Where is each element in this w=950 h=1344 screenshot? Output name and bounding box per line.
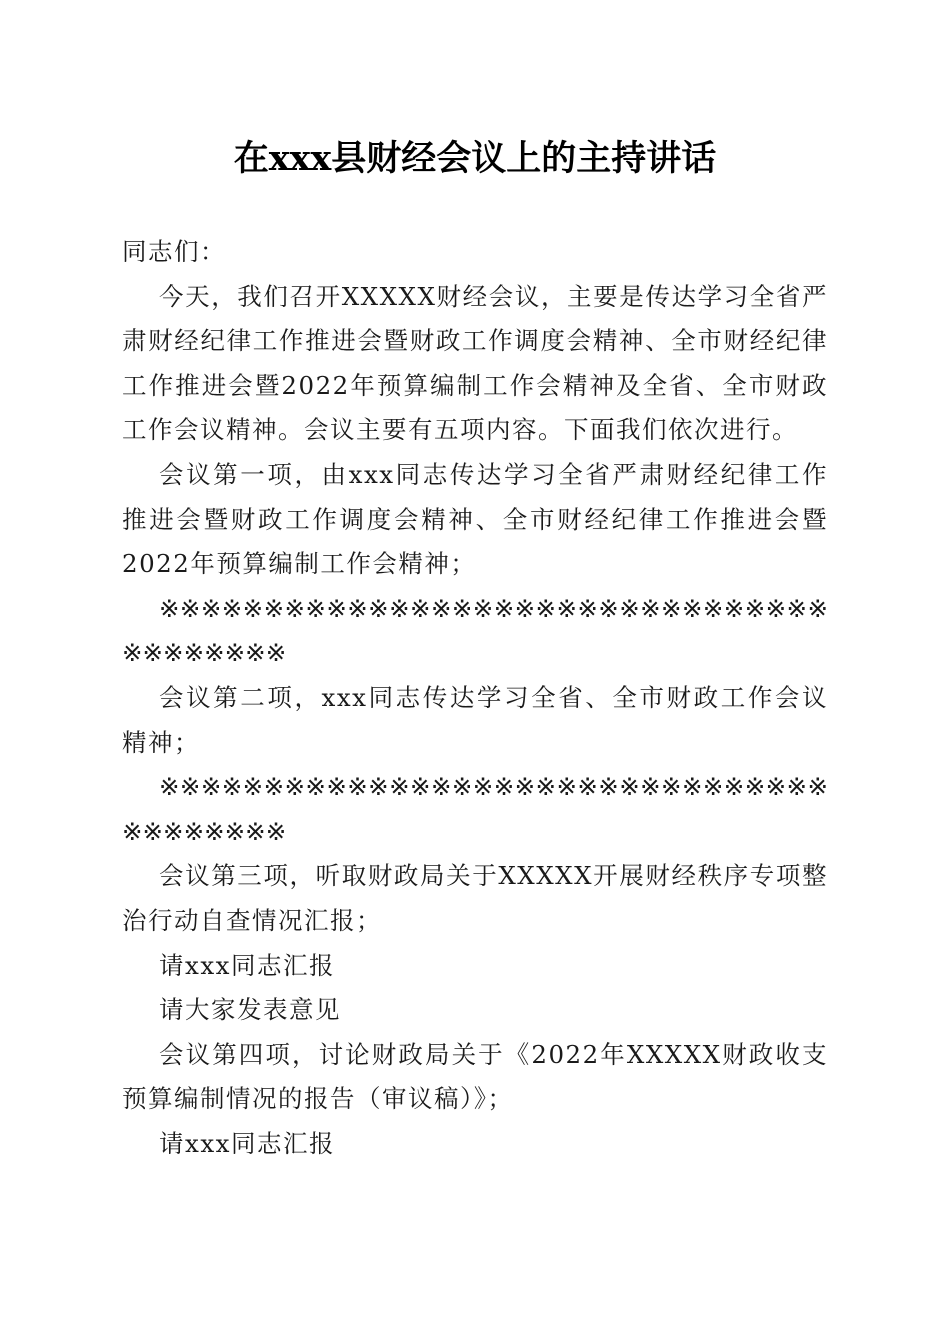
document-body: [122, 230, 828, 1166]
salutation: 同志们：: [122, 237, 226, 266]
paragraph-request-report: 请xxx同志汇报: [159, 950, 335, 980]
placeholder-marks: ※※※※※※※※※※※※※※※※※※※※※※※※※※※※※※※※※※※※※※※※: [122, 593, 828, 668]
paragraph-intro: 今天，我们召开XXXXX财经会议，主要是传达学习全省严肃财经纪律工作推进会暨财政工作调度会精神、全市财经纪律工作推进会暨2022年预算编制工作会精神及全省、全市财政工作会议精神。会议主要有五项内容。下面我们依次进行。: [122, 281, 828, 445]
paragraph-request-report: 请xxx同志汇报: [159, 1128, 335, 1158]
paragraph-item-4: 会议第四项，讨论财政局关于《2022年XXXXX财政收支预算编制情况的报告（审议稿）》；: [122, 1039, 828, 1114]
paragraph-item-2: 会议第二项，xxx同志传达学习全省、全市财政工作会议精神；: [122, 682, 828, 757]
paragraph-item-1: 会议第一项，由xxx同志传达学习全省严肃财经纪律工作推进会暨财政工作调度会精神、全市财经纪律工作推进会暨2022年预算编制工作会精神；: [122, 459, 828, 579]
document-title: 在xxx县财经会议上的主持讲话: [233, 138, 717, 179]
paragraph-item-3: 会议第三项，听取财政局关于XXXXX开展财经秩序专项整治行动自查情况汇报；: [122, 861, 828, 935]
placeholder-marks: ※※※※※※※※※※※※※※※※※※※※※※※※※※※※※※※※※※※※※※※※: [122, 772, 828, 846]
paragraph-request-opinions: 请大家发表意见: [159, 995, 341, 1025]
